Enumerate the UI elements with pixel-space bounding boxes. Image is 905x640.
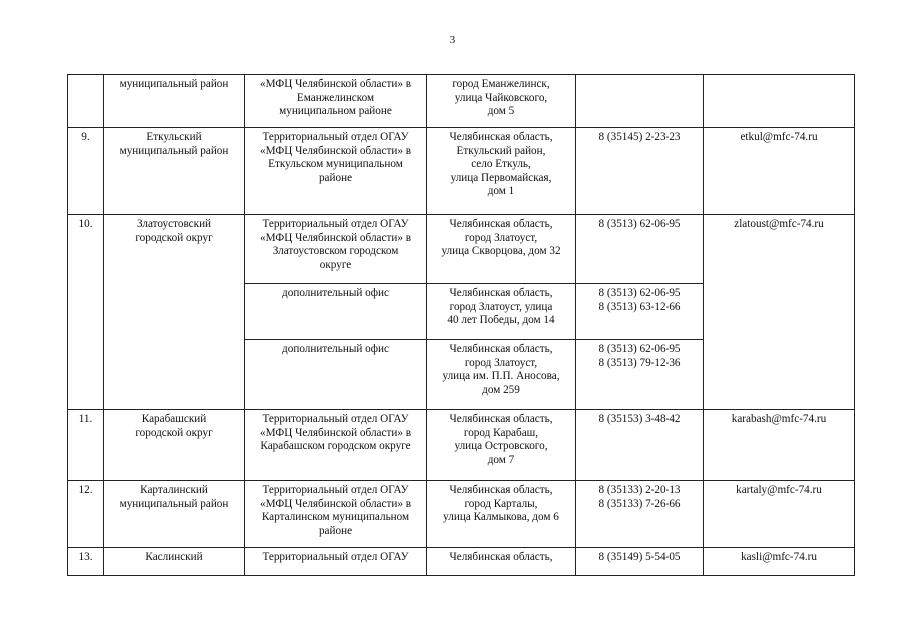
district-name: Карталинский муниципальный район <box>104 481 245 548</box>
table-row <box>68 75 855 128</box>
office-email: zlatoust@mfc-74.ru <box>704 215 855 410</box>
mfc-offices-table <box>67 74 855 576</box>
office-email: kartaly@mfc-74.ru <box>704 481 855 548</box>
office-name: Территориальный отдел ОГАУ «МФЦ Челябинской области» в Карталинском муниципальном районе <box>245 481 427 548</box>
district-name: Златоустовский городской округ <box>104 215 245 410</box>
office-name: Территориальный отдел ОГАУ <box>245 548 427 576</box>
page-number: 3 <box>449 34 456 46</box>
office-address: Челябинская область, город Златоуст, улица Скворцова, дом 32 <box>427 215 576 284</box>
table-row <box>68 410 855 481</box>
office-phone: 8 (35145) 2-23-23 <box>576 128 704 215</box>
table-row <box>68 481 855 548</box>
office-name: дополнительный офис <box>245 284 427 340</box>
row-number: 12. <box>68 481 104 548</box>
office-phone: 8 (3513) 62-06-95 8 (3513) 63-12-66 <box>576 284 704 340</box>
district-name: муниципальный район <box>104 75 245 128</box>
office-phone: 8 (35149) 5-54-05 <box>576 548 704 576</box>
office-name: Территориальный отдел ОГАУ «МФЦ Челябинской области» в Карабашском городском округе <box>245 410 427 481</box>
row-number: 11. <box>68 410 104 481</box>
row-number: 9. <box>68 128 104 215</box>
district-name: Еткульский муниципальный район <box>104 128 245 215</box>
office-phone: 8 (35133) 2-20-13 8 (35133) 7-26-66 <box>576 481 704 548</box>
office-name: дополнительный офис <box>245 340 427 410</box>
office-phone: 8 (3513) 62-06-95 8 (3513) 79-12-36 <box>576 340 704 410</box>
office-address: Челябинская область, <box>427 548 576 576</box>
office-phone: 8 (3513) 62-06-95 <box>576 215 704 284</box>
office-name: Территориальный отдел ОГАУ «МФЦ Челябинской области» в Златоустовском городском округе <box>245 215 427 284</box>
office-address: Челябинская область, город Карталы, улица Калмыкова, дом 6 <box>427 481 576 548</box>
office-address: Челябинская область, Еткульский район, село Еткуль, улица Первомайская, дом 1 <box>427 128 576 215</box>
office-phone <box>576 75 704 128</box>
office-email: karabash@mfc-74.ru <box>704 410 855 481</box>
table-row <box>68 548 855 576</box>
row-number: 10. <box>68 215 104 410</box>
office-email <box>704 75 855 128</box>
row-number: 13. <box>68 548 104 576</box>
district-name: Каслинский <box>104 548 245 576</box>
office-address: Челябинская область, город Карабаш, улица Островского, дом 7 <box>427 410 576 481</box>
office-address: Челябинская область, город Златоуст, улица 40 лет Победы, дом 14 <box>427 284 576 340</box>
office-email: etkul@mfc-74.ru <box>704 128 855 215</box>
table-row <box>68 128 855 215</box>
office-address: Челябинская область, город Златоуст, улица им. П.П. Аносова, дом 259 <box>427 340 576 410</box>
row-number <box>68 75 104 128</box>
office-name: «МФЦ Челябинской области» в Еманжелинском муниципальном районе <box>245 75 427 128</box>
office-address: город Еманжелинск, улица Чайковского, дом 5 <box>427 75 576 128</box>
office-name: Территориальный отдел ОГАУ «МФЦ Челябинской области» в Еткульском муниципальном районе <box>245 128 427 215</box>
district-name: Карабашский городской округ <box>104 410 245 481</box>
office-phone: 8 (35153) 3-48-42 <box>576 410 704 481</box>
office-email: kasli@mfc-74.ru <box>704 548 855 576</box>
table-row <box>68 215 855 284</box>
